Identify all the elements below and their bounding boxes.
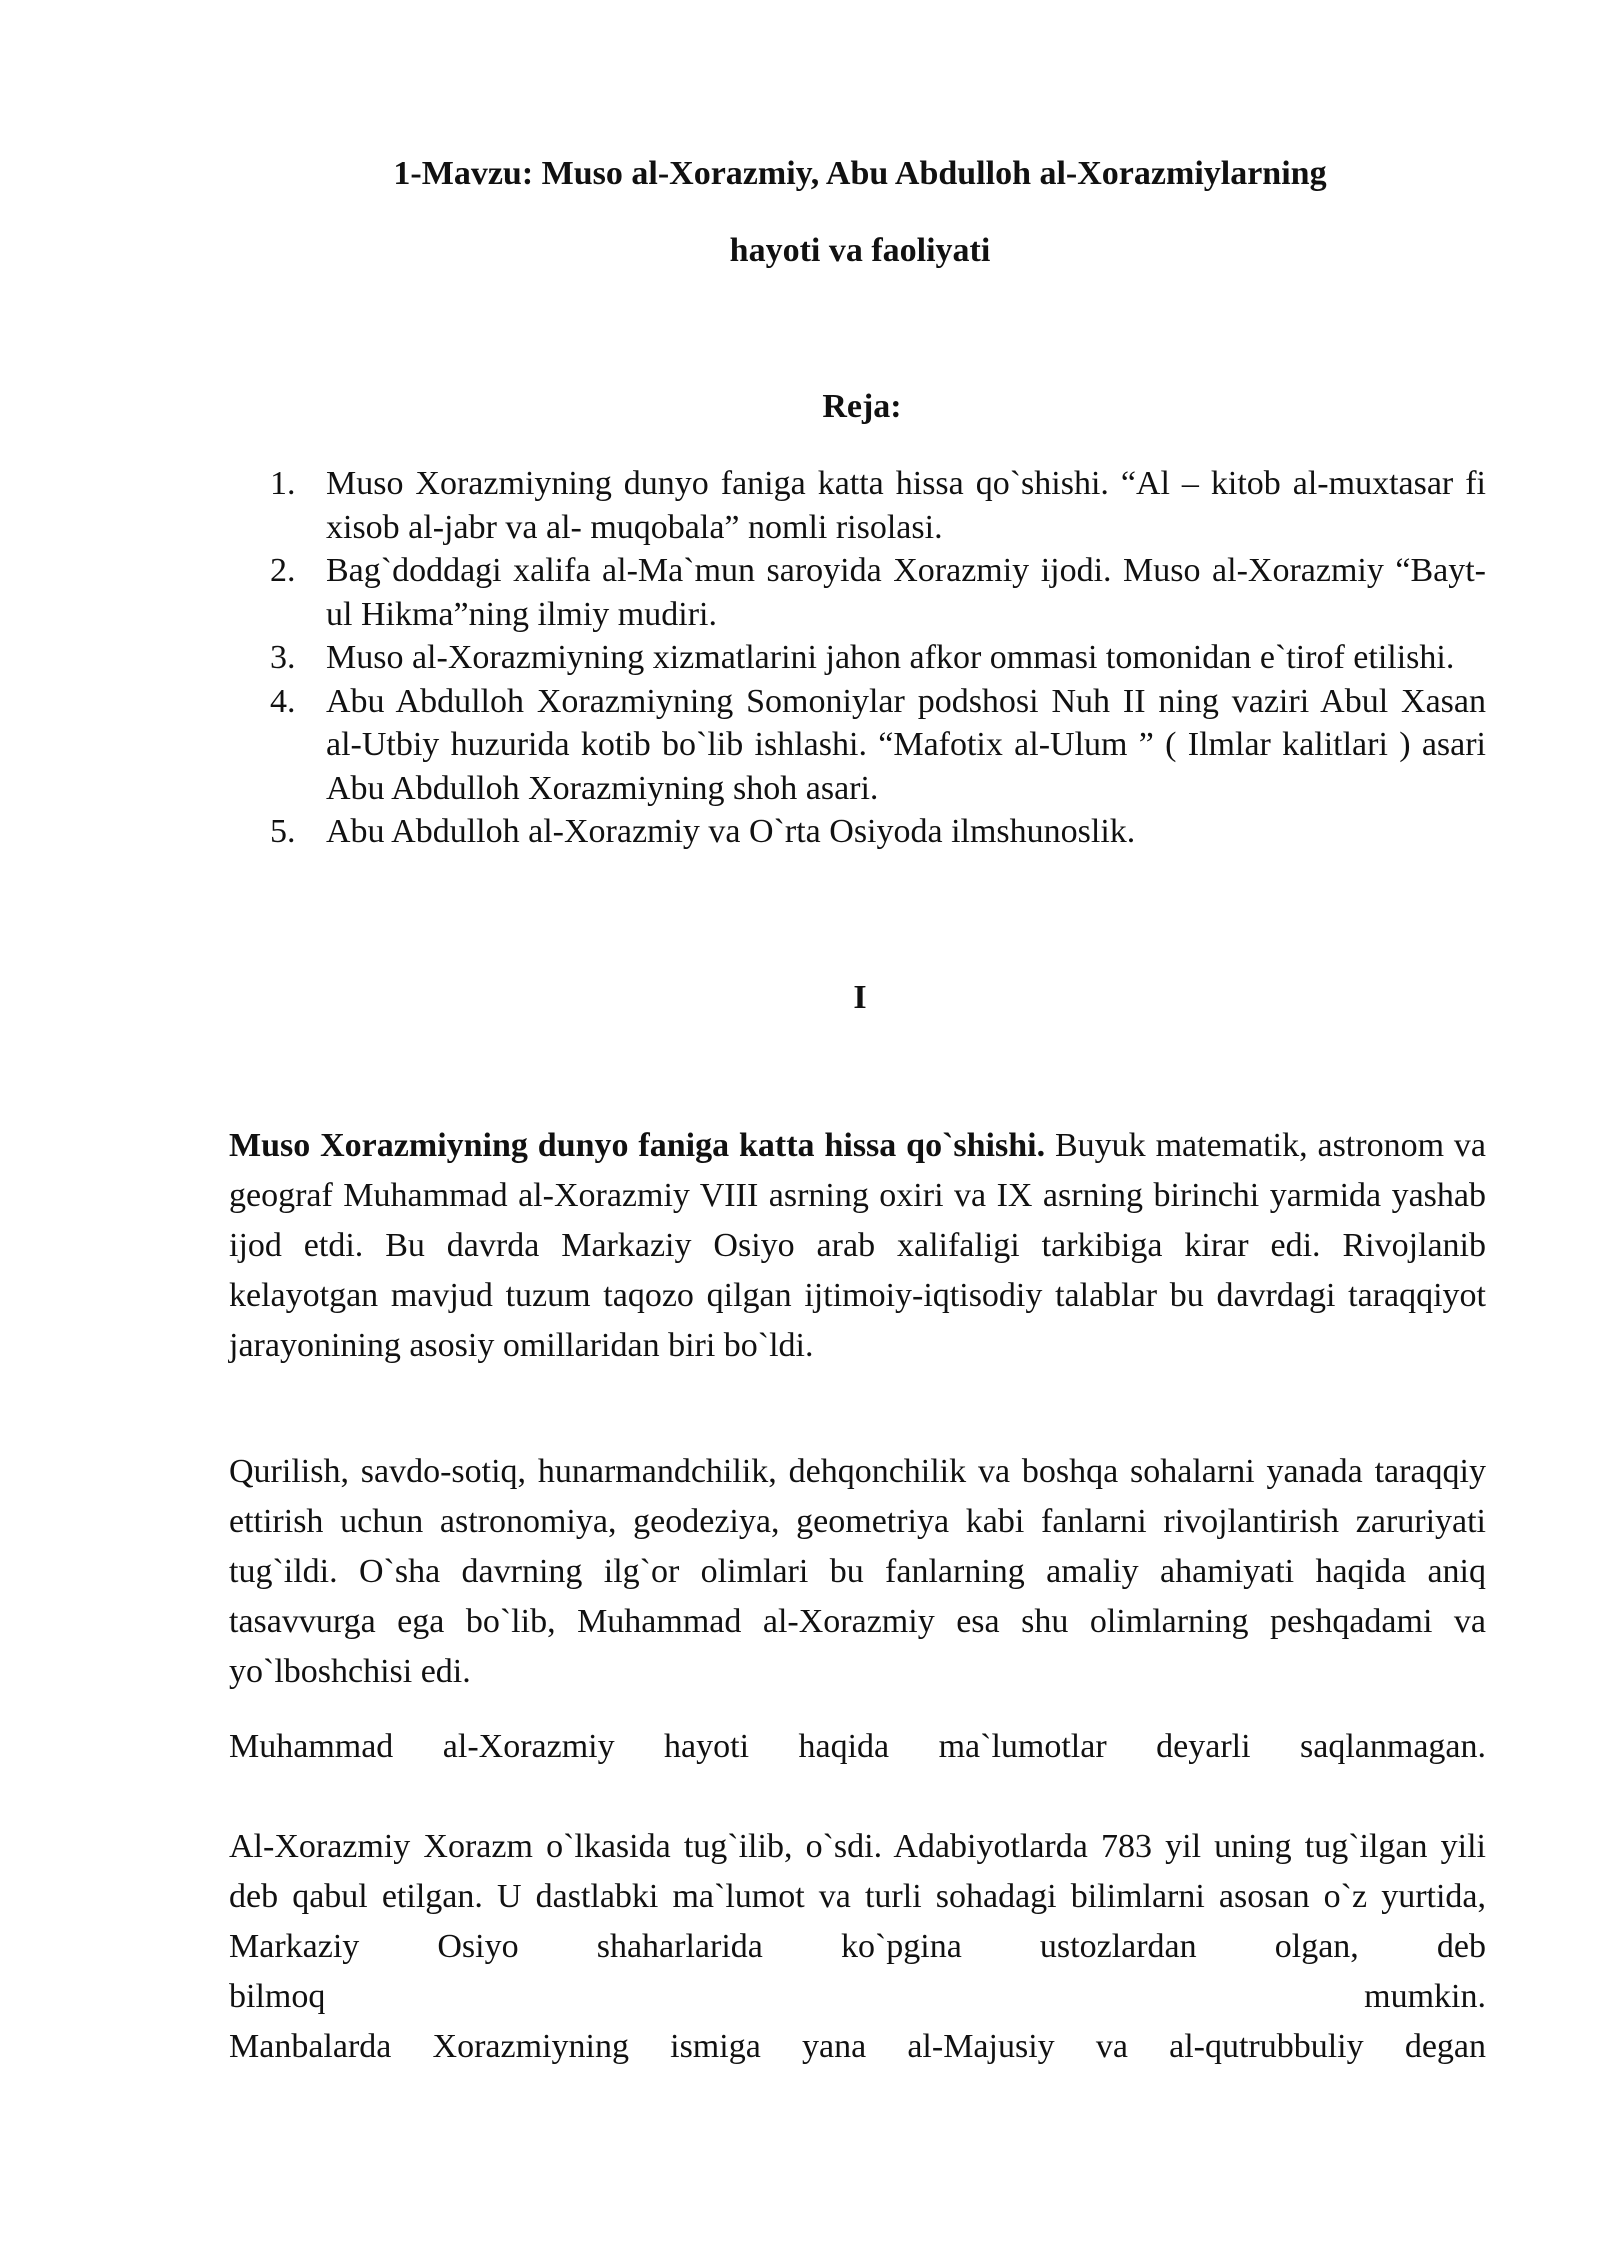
document-title-line-1: 1-Mavzu: Muso al-Xorazmiy, Abu Abdulloh al-Xorazmiylarning xyxy=(393,155,1327,192)
paragraph-word-left: bilmoq xyxy=(229,1978,326,2015)
body-paragraph-3: Muhammad al-Xorazmiy hayoti haqida ma`lumotlar deyarli saqlanmagan. xyxy=(229,1728,1486,1765)
section-heading: I xyxy=(853,979,867,1016)
plan-item-number: 4. xyxy=(270,682,296,720)
plan-item xyxy=(270,636,1486,680)
plan-item xyxy=(270,680,1486,811)
plan-item xyxy=(270,549,1486,636)
plan-item-number: 5. xyxy=(270,813,296,850)
paragraph-main-text: Al-Xorazmiy Xorazm o`lkasida tug`ilib, o`sdi. Adabiyotlarda 783 yil uning tug`ilgan yili deb qabul etilgan. U dastlabki ma`lumot va turli sohadagi bilimlarni asosan o`z yurtida, Markaziy Osiyo shaharlarida ko`pgina ustozlardan olgan, deb xyxy=(229,1828,1486,1965)
body-paragraph-1 xyxy=(229,1121,1486,1371)
plan-list xyxy=(270,462,1486,854)
plan-item-text: Abu Abdulloh al-Xorazmiy va O`rta Osiyoda ilmshunoslik. xyxy=(326,813,1136,850)
body-paragraph-2: Qurilish, savdo-sotiq, hunarmandchilik, dehqonchilik va boshqa sohalarni yanada taraqqiy ettirish uchun astronomiya, geodeziya, geometriya kabi fanlarni rivojlantirish zaruriyati tug`ildi. O`sha davrning ilg`or olimlari bu fanlarning amaliy ahamiyati haqida aniq tasavvurga ega bo`lib, Muhammad al-Xorazmiy esa shu olimlarning peshqadami va yo`lboshchisi edi. xyxy=(229,1453,1486,1690)
plan-item-text: Abu Abdulloh Xorazmiyning Somoniylar podshosi Nuh II ning vaziri Abul Xasan al-Utbiy huzurida kotib bo`lib ishlashi. “Mafotix al-Ulum ” ( Ilmlar kalitlari ) asari Abu Abdulloh Xorazmiyning shoh asari. xyxy=(326,682,1486,807)
paragraph-continuation-line: Manbalarda Xorazmiyning ismiga yana al-Majusiy va al-qutrubbuliy degan xyxy=(229,2028,1486,2065)
paragraph-spread-line xyxy=(229,1972,1486,2022)
plan-item-text: Muso al-Xorazmiyning xizmatlarini jahon afkor ommasi tomonidan e`tirof etilishi. xyxy=(326,639,1455,676)
plan-item xyxy=(270,462,1486,549)
plan-heading: Reja: xyxy=(822,388,902,425)
paragraph-word-right: mumkin. xyxy=(1364,1978,1486,2015)
plan-item-number: 2. xyxy=(270,552,296,589)
plan-item-number: 1. xyxy=(270,465,296,502)
body-paragraph-4 xyxy=(229,1822,1486,2072)
plan-item xyxy=(270,810,1486,854)
plan-item-text: Muso Xorazmiyning dunyo faniga katta hissa qo`shishi. “Al – kitob al-muxtasar fi xisob al-jabr va al- muqobala” nomli risolasi. xyxy=(326,465,1486,546)
plan-item-number: 3. xyxy=(270,639,296,676)
paragraph-body: Buyuk matematik, astronom va geograf Muhammad al-Xorazmiy VIII asrning oxiri va IX asrning birinchi yarmida yashab ijod etdi. Bu davrda Markaziy Osiyo arab xalifaligi tarkibiga kirar edi. Rivojlanib kelayotgan mavjud tuzum taqozo qilgan ijtimoiy-iqtisodiy talablar bu davrdagi taraqqiyot jarayonining asosiy omillaridan biri bo`ldi. xyxy=(229,1127,1487,1364)
paragraph-lead-bold: Muso Xorazmiyning dunyo faniga katta hissa qo`shishi. xyxy=(229,1127,1046,1164)
plan-item-text: Bag`doddagi xalifa al-Ma`mun saroyida Xorazmiy ijodi. Muso al-Xorazmiy “Bayt-ul Hikma”ning ilmiy mudiri. xyxy=(326,552,1486,633)
document-title-line-2: hayoti va faoliyati xyxy=(729,232,991,269)
